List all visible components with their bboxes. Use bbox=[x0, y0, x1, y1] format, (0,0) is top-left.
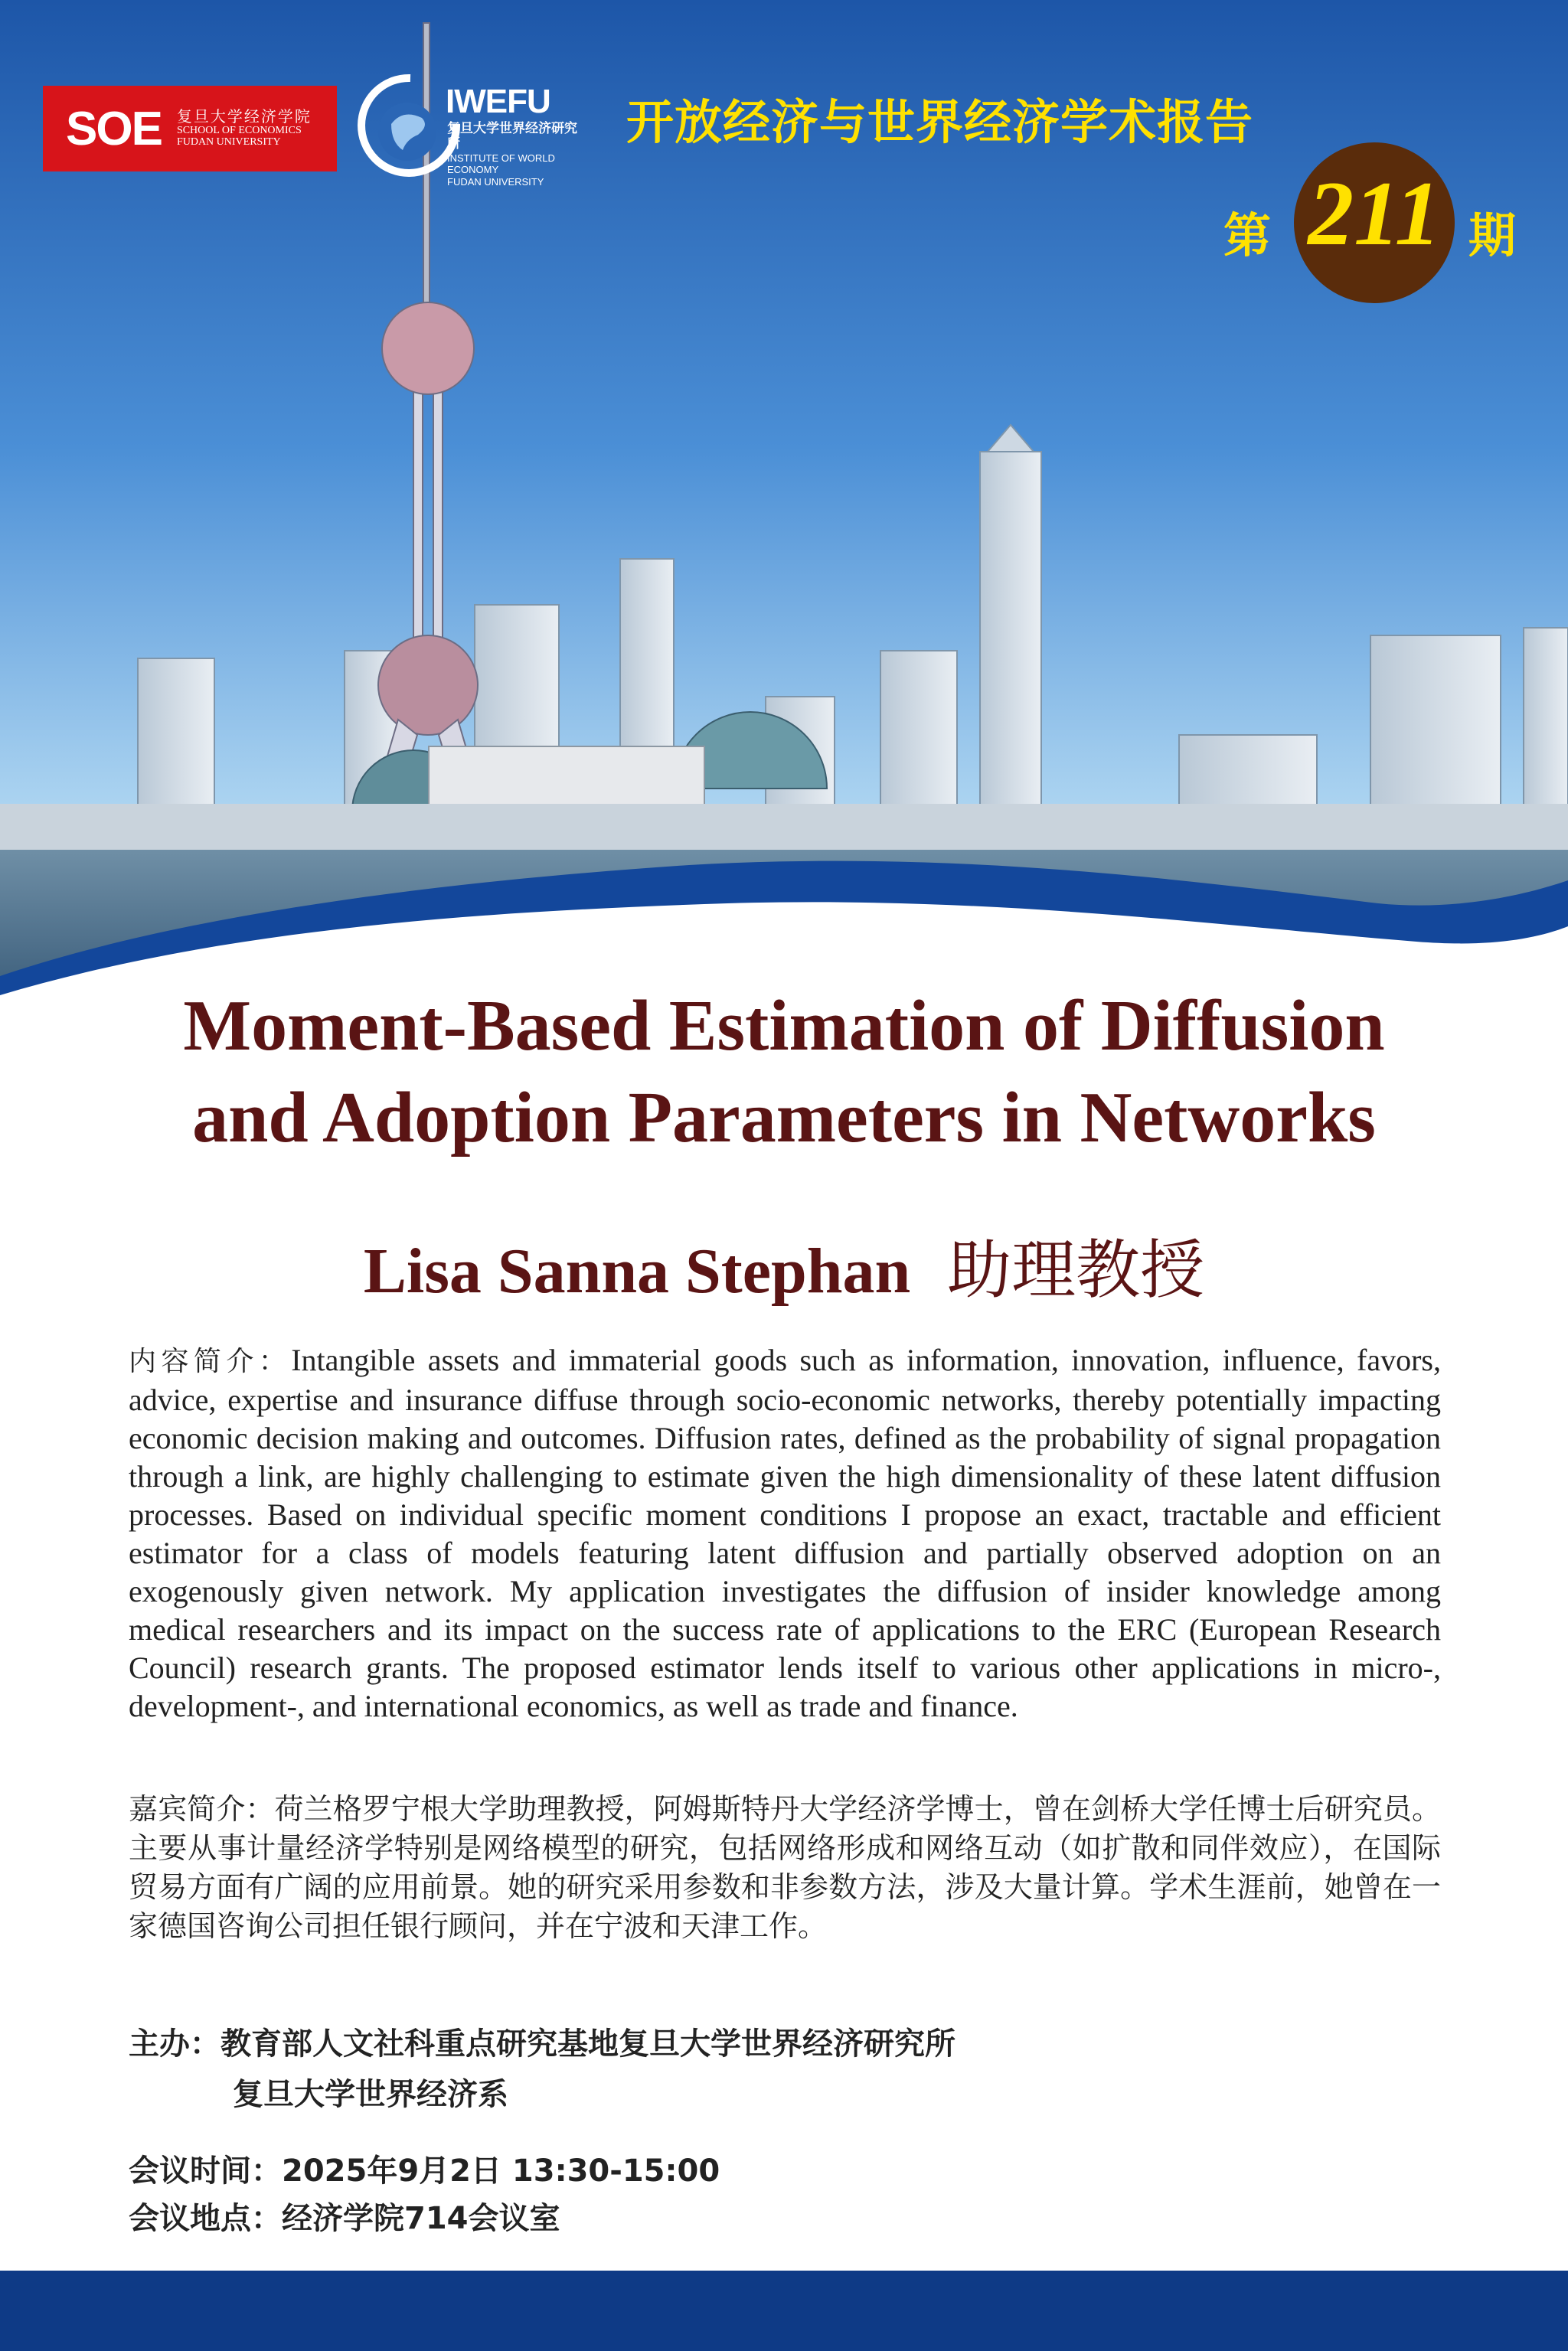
abstract-text: Intangible assets and immaterial goods such as information, innovation, influence, favors, advice, expertise and insurance diffuse through socio-economic networks, thereby potentially impacting economic decision making and outcomes. Diffusion rates, defined as the probability of signal propagation through a link, are highly challenging to estimate given the high dimensionality of these latent diffusion processes. Based on individual specific moment conditions I propose an exact, tractable and efficient estimator for a class of models featuring latent diffusion and partially observed adoption on an exogenously given network. My application investigates the diffusion of insider knowledge among medical researchers and its impact on the success rate of applications to the ERC (European Research Council) research grants. The proposed estimator lends itself to various other applications in micro-, development-, and international economics, as well as trade and finance. bbox=[129, 1343, 1441, 1723]
organizers-line-2: 复旦大学世界经济系 bbox=[233, 2077, 508, 2112]
iwefu-logo-en-2: FUDAN UNIVERSITY bbox=[447, 175, 544, 188]
speaker-title: 助理教授 bbox=[947, 1233, 1205, 1308]
talk-title bbox=[46, 980, 1522, 1164]
bio-label: 嘉宾简介： bbox=[129, 1792, 275, 1826]
meeting-place-value: 经济学院714会议室 bbox=[282, 2201, 560, 2236]
meeting-time bbox=[129, 2147, 720, 2190]
soe-logo-mark: SOE bbox=[66, 102, 162, 155]
iwefu-logo-cn: 复旦大学世界经济研究所 bbox=[447, 121, 577, 152]
footer-bar bbox=[0, 2271, 1568, 2351]
soe-logo-en-2: FUDAN UNIVERSITY bbox=[176, 136, 281, 148]
iwefu-logo-en-1: INSTITUTE OF WORLD ECONOMY bbox=[447, 152, 555, 176]
talk-title-line-2: and Adoption Parameters in Networks bbox=[192, 1078, 1376, 1158]
issue-number: 211 bbox=[1308, 162, 1441, 264]
talk-title-line-1: Moment-Based Estimation of Diffusion bbox=[183, 986, 1385, 1066]
organizers-value-1: 教育部人文社科重点研究基地复旦大学世界经济研究所 bbox=[220, 2026, 956, 2062]
speaker bbox=[46, 1219, 1522, 1311]
meeting-time-label: 会议时间： bbox=[129, 2153, 282, 2189]
soe-logo-en-1: SCHOOL OF ECONOMICS bbox=[176, 124, 302, 136]
iwefu-logo bbox=[357, 70, 579, 188]
bio-text: 荷兰格罗宁根大学助理教授，阿姆斯特丹大学经济学博士，曾在剑桥大学任博士后研究员。主要从事计量经济学特别是网络模型的研究，包括网络形成和网络互动（如扩散和同伴效应），在国际贸易方面有广阔的应用前景。她的研究采用参数和非参数方法，涉及大量计算。学术生涯前，她曾在一家德国咨询公司担任银行顾问，并在宁波和天津工作。 bbox=[129, 1792, 1441, 1943]
issue-suffix: 期 bbox=[1468, 207, 1517, 263]
organizers-label: 主办： bbox=[129, 2026, 220, 2062]
issue-prefix: 第 bbox=[1223, 207, 1272, 263]
soe-logo-cn: 复旦大学经济学院 bbox=[176, 108, 312, 126]
organizers-line-1 bbox=[129, 2020, 956, 2063]
series-title: 开放经济与世界经济学术报告 bbox=[626, 94, 1254, 150]
abstract-label: 内容简介： bbox=[129, 1346, 292, 1377]
soe-logo bbox=[43, 86, 337, 171]
abstract-section bbox=[129, 1341, 1441, 1726]
meeting-place bbox=[129, 2194, 560, 2238]
iwefu-logo-name: IWEFU bbox=[446, 83, 550, 120]
meeting-time-value: 2025年9月2日 13:30-15:00 bbox=[282, 2153, 720, 2189]
speaker-name: Lisa Sanna Stephan bbox=[363, 1236, 911, 1307]
bio-section bbox=[129, 1790, 1441, 1946]
meeting-place-label: 会议地点： bbox=[129, 2201, 282, 2236]
